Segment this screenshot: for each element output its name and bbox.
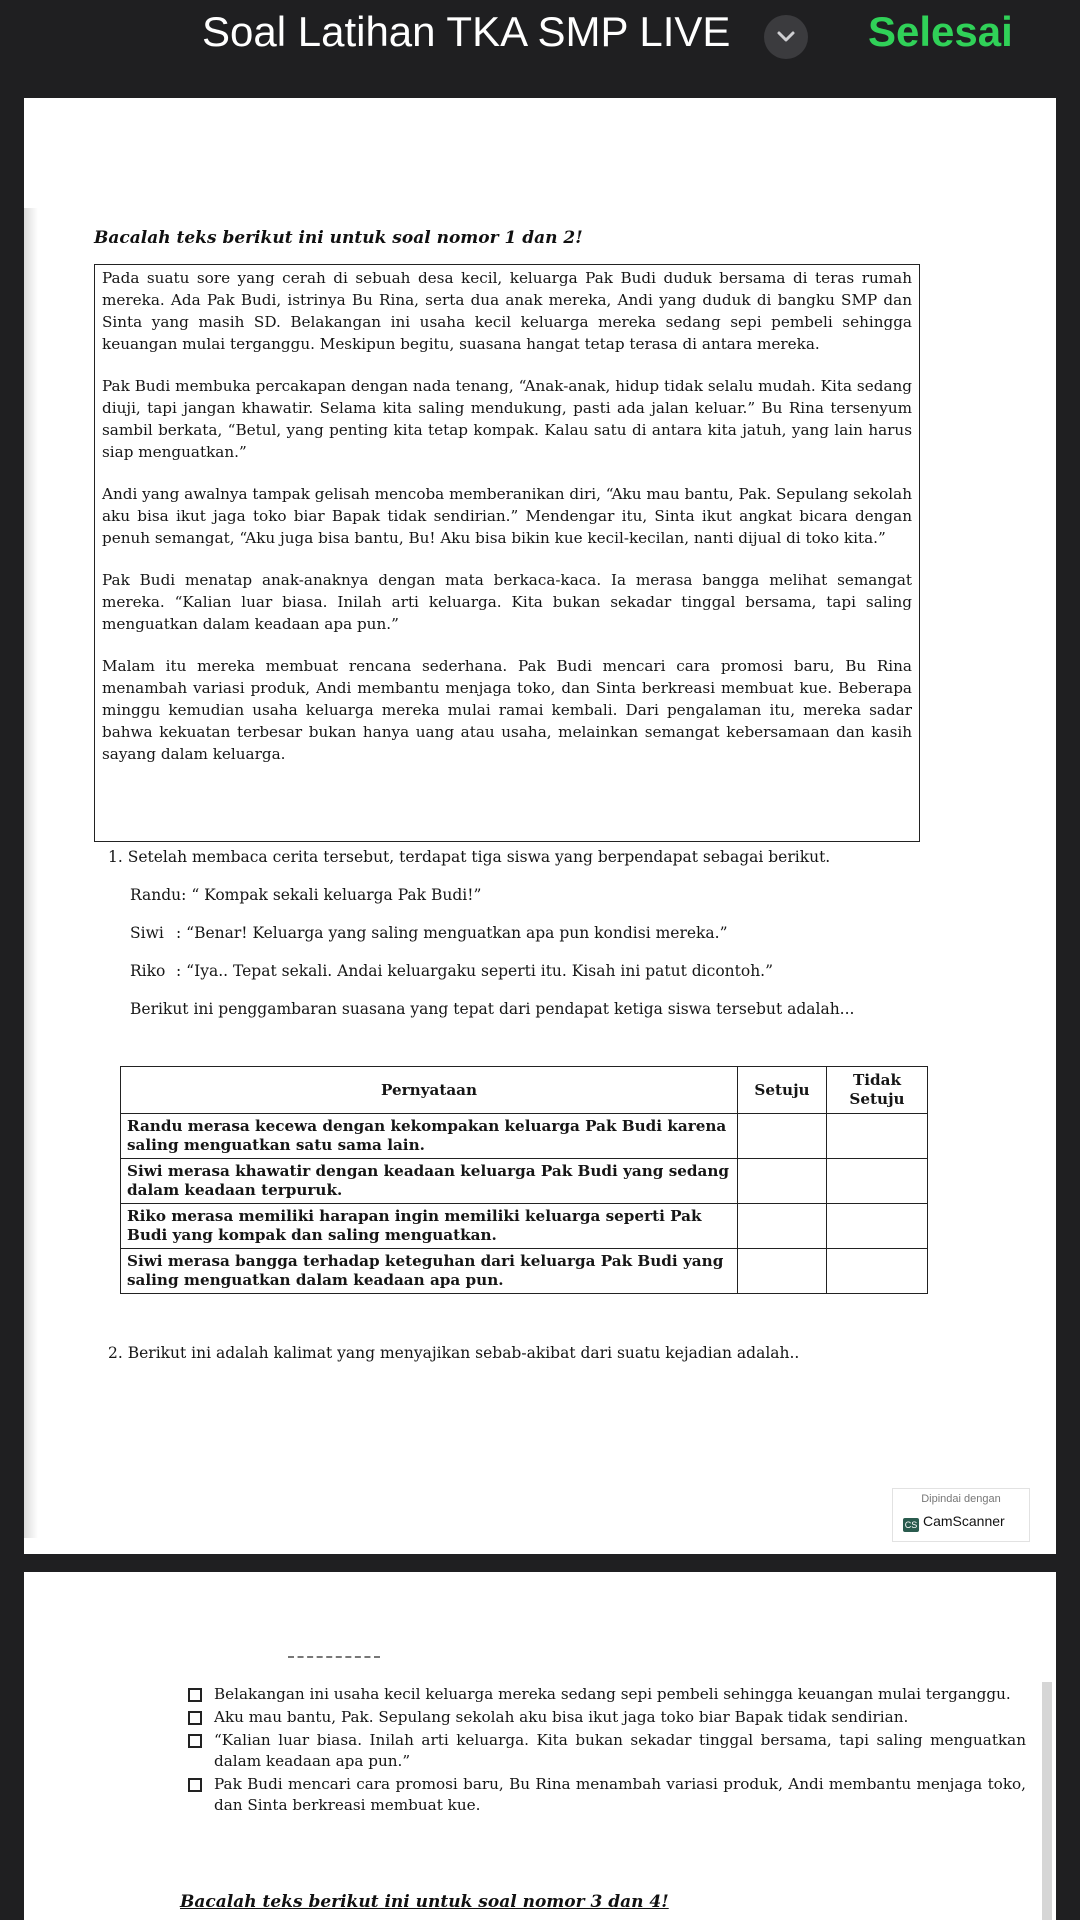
table-row [121,1204,928,1249]
story-paragraph: Pak Budi menatap anak-anaknya dengan mata berkaca-kaca. Ia merasa bangga melihat semangat mereka. “Kalian luar biasa. Inilah arti keluarga. Kita bukan sekadar tinggal bersama, tapi saling menguatkan dalam keadaan apa pun.” [102,571,912,633]
opinion-name: Siwi [130,924,164,942]
opinion-separator: : [176,924,182,942]
opinion-randu [108,884,944,906]
checkbox-icon[interactable] [188,1778,202,1792]
statement-cell: Siwi merasa bangga terhadap keteguhan dari keluarga Pak Budi yang saling menguatkan dalam keadaan apa pun. [121,1249,738,1294]
story-paragraph: Pak Budi membuka percakapan dengan nada tenang, “Anak-anak, hidup tidak selalu mudah. Kita sedang diuji, tapi jangan khawatir. Selama kita saling mendukung, pasti ada jalan keluar.” Bu Rina tersenyum sambil berkata, “Betul, yang penting kita tetap kompak. Kalau satu di antara kita jatuh, yang lain harus siap menguatkan.” [102,377,912,461]
document-page-2 [24,1572,1056,1920]
story-paragraph: Malam itu mereka membuat rencana sederhana. Pak Budi mencari cara promosi baru, Bu Rina menambah variasi produk, Andi membantu menjaga toko, dan Sinta berkreasi membuat kue. Beberapa minggu kemudian usaha keluarga mereka mulai ramai kembali. Dari pengalaman itu, mereka sadar bahwa kekuatan terbesar bukan hanya uang atau usaha, melainkan semangat kebersamaan dan kasih sayang dalam keluarga. [102,657,912,763]
opinion-name: Riko [130,962,166,980]
statement-cell: Siwi merasa khawatir dengan keadaan keluarga Pak Budi yang sedang dalam keadaan terpuruk. [121,1159,738,1204]
disagree-cell[interactable] [827,1159,928,1204]
camscanner-watermark [892,1488,1030,1542]
opinion-text: “ Kompak sekali keluarga Pak Budi!” [191,886,482,904]
watermark-brand [903,1513,1005,1532]
scan-smudge [288,1656,380,1664]
scan-edge-shadow [1042,1682,1052,1920]
table-row [121,1114,928,1159]
table-row [121,1249,928,1294]
top-bar [0,0,1080,72]
question-1-prompt: Berikut ini penggambaran suasana yang tepat dari pendapat ketiga siswa tersebut adalah... [130,1000,855,1018]
agree-cell[interactable] [738,1204,827,1249]
opinion-name: Randu [130,886,182,904]
checkbox-icon[interactable] [188,1734,202,1748]
disagree-cell[interactable] [827,1204,928,1249]
answer-option[interactable] [186,1684,1026,1705]
opinion-riko [108,960,944,982]
reading-instruction-2: Bacalah teks berikut ini untuk soal nomor 3 dan 4! [180,1892,669,1912]
question-1-text: 1. Setelah membaca cerita tersebut, terdapat tiga siswa yang berpendapat sebagai berikut. [108,848,831,866]
watermark-caption: Dipindai dengan [921,1493,1001,1505]
done-button[interactable]: Selesai [868,8,1013,55]
answer-option-text: Aku mau bantu, Pak. Sepulang sekolah aku bisa ikut jaga toko biar Bapak tidak sendirian. [214,1708,909,1726]
statement-cell: Riko merasa memiliki harapan ingin memiliki keluarga seperti Pak Budi yang kompak dan saling menguatkan. [121,1204,738,1249]
watermark-brand-name: CamScanner [923,1513,1005,1529]
disagree-cell[interactable] [827,1114,928,1159]
question-1 [108,846,944,1020]
story-paragraph: Pada suatu sore yang cerah di sebuah desa kecil, keluarga Pak Budi duduk bersama di teras rumah mereka. Ada Pak Budi, istrinya Bu Rina, serta dua anak mereka, Andi yang duduk di bangku SMP dan Sinta yang masih SD. Belakangan ini usaha kecil keluarga mereka sedang sepi pembeli sehingga keuangan mulai terganggu. Meskipun begitu, suasana hangat tetap terasa di antara mereka. [102,269,912,353]
opinion-siwi [108,922,944,944]
column-header-disagree: Tidak Setuju [827,1067,928,1114]
answer-option-text: Belakangan ini usaha kecil keluarga mereka sedang sepi pembeli sehingga keuangan mulai terganggu. [214,1685,1011,1703]
answer-options [186,1684,1026,1818]
answer-option[interactable] [186,1774,1026,1816]
table-header-row [121,1067,928,1114]
opinion-separator: : [181,886,187,904]
agree-cell[interactable] [738,1159,827,1204]
opinion-text: “Iya.. Tepat sekali. Andai keluargaku seperti itu. Kisah ini patut dicontoh.” [186,962,774,980]
opinion-separator: : [176,962,182,980]
checkbox-icon[interactable] [188,1711,202,1725]
chevron-down-icon [775,27,797,47]
reading-instruction: Bacalah teks berikut ini untuk soal nomor 1 dan 2! [94,228,583,248]
table-row [121,1159,928,1204]
column-header-statement: Pernyataan [121,1067,738,1114]
opinion-text: “Benar! Keluarga yang saling menguatkan apa pun kondisi mereka.” [186,924,728,942]
answer-option-text: Pak Budi mencari cara promosi baru, Bu Rina menambah variasi produk, Andi membantu menjaga toko, dan Sinta berkreasi membuat kue. [214,1775,1026,1814]
agree-cell[interactable] [738,1114,827,1159]
document-title: Soal Latihan TKA SMP LIVE [202,8,731,55]
story-paragraph: Andi yang awalnya tampak gelisah mencoba memberanikan diri, “Aku mau bantu, Pak. Sepulang sekolah aku bisa ikut jaga toko biar Bapak tidak sendirian.” Mendengar itu, Sinta ikut angkat bicara dengan penuh semangat, “Aku juga bisa bantu, Bu! Aku bisa bikin kue kecil-kecilan, nanti dijual di toko kita.” [102,485,912,547]
statement-table [120,1066,928,1294]
answer-option[interactable] [186,1707,1026,1728]
question-2-text: 2. Berikut ini adalah kalimat yang menyajikan sebab-akibat dari suatu kejadian adalah.. [108,1344,800,1362]
disagree-cell[interactable] [827,1249,928,1294]
answer-option[interactable] [186,1730,1026,1772]
agree-cell[interactable] [738,1249,827,1294]
document-page-1 [24,98,1056,1554]
scan-edge-shadow [24,208,38,1538]
story-box [94,264,920,842]
column-header-agree: Setuju [738,1067,827,1114]
checkbox-icon[interactable] [188,1688,202,1702]
title-dropdown-button[interactable] [764,15,808,59]
statement-cell: Randu merasa kecewa dengan kekompakan keluarga Pak Budi karena saling menguatkan satu sama lain. [121,1114,738,1159]
answer-option-text: “Kalian luar biasa. Inilah arti keluarga. Kita bukan sekadar tinggal bersama, tapi saling menguatkan dalam keadaan apa pun.” [214,1731,1026,1770]
camscanner-logo-icon: CS [904,1520,918,1530]
